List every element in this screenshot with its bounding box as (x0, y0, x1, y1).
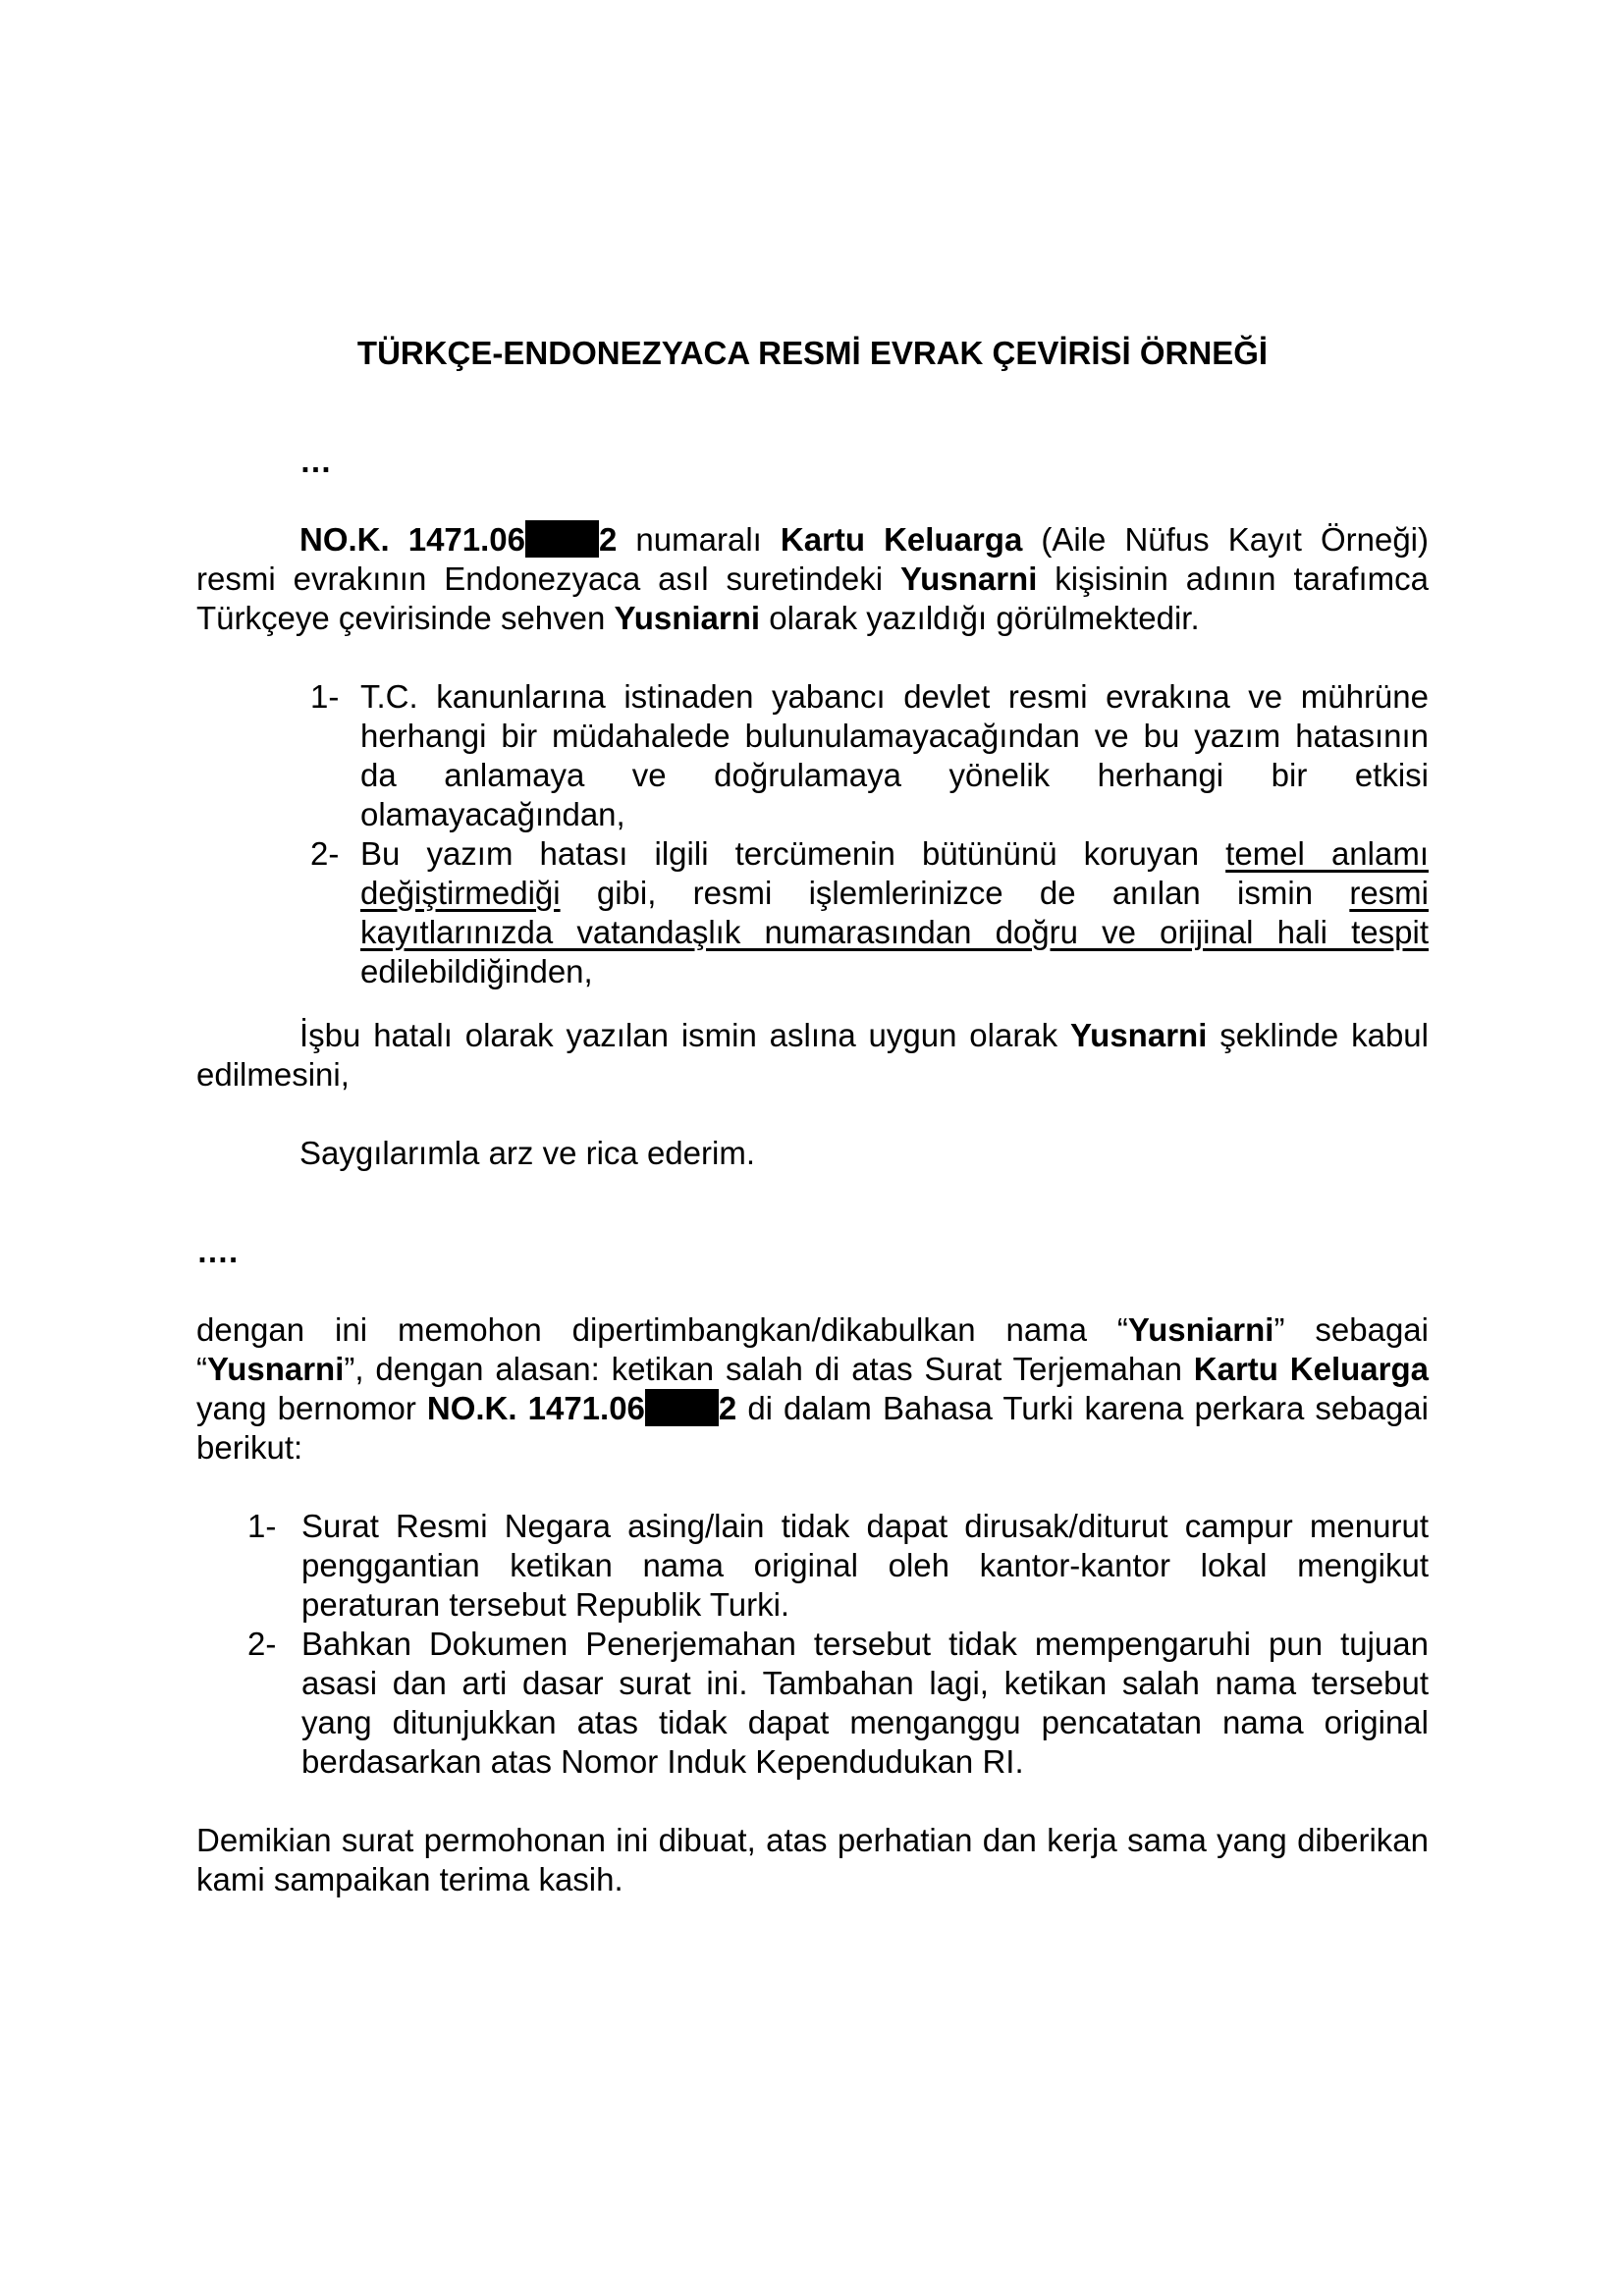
document-number-tail: 2 (599, 521, 618, 558)
text-run: (Aile Nüfus Kayıt Örneği) resmi evrakının Endonezyaca asıl suretindeki (196, 521, 1430, 597)
list-item-text: Surat Resmi Negara asing/lain tidak dapat dirusak/diturut campur menurut penggantian ketikan nama original oleh kantor-kantor lokal mengikut peraturan tersebut Republik Turki. (301, 1508, 1429, 1623)
redaction-box (525, 520, 599, 558)
list-item-text (360, 835, 1429, 989)
paragraph-regards: Saygılarımla arz ve rica ederim. (299, 1135, 755, 1171)
text-run: ” sebagai “ (196, 1311, 1429, 1387)
text-run: İşbu hatalı olarak yazılan ismin aslına uygun olarak (299, 1017, 1070, 1053)
redaction-box (645, 1389, 719, 1426)
ellipsis-top: … (299, 443, 332, 479)
list-item-text: Bahkan Dokumen Penerjemahan tersebut tidak mempengaruhi pun tujuan asasi dan arti dasar surat ini. Tambahan lagi, ketikan salah nama tersebut yang ditunjukkan atas tidak dapat menganggu pencatatan nama original berdasarkan atas Nomor Induk Kependudukan RI. (301, 1626, 1429, 1780)
text-run: olarak yazıldığı görülmektedir. (760, 600, 1200, 636)
document-title: TÜRKÇE-ENDONEZYACA RESMİ EVRAK ÇEVİRİSİ ÖRNEĞİ (356, 335, 1269, 371)
text-run: şeklinde kabul edilmesini, (196, 1017, 1429, 1093)
indonesian-list-item-1 (196, 1507, 1429, 1625)
underlined-phrase: temel anlamı değiştirmediği (360, 835, 1429, 911)
text-run: ”, dengan alasan: ketikan salah di atas Surat Terjemahan (344, 1351, 1194, 1387)
text-run: Bu yazım hatası ilgili tercümenin bütününü koruyan (360, 835, 1226, 872)
name-wrong: Yusniarni (614, 600, 761, 636)
indonesian-list-item-2 (196, 1625, 1429, 1782)
paragraph-indonesian-intro (196, 1310, 1429, 1468)
ellipsis-middle: …. (196, 1233, 239, 1269)
document-number-tail: 2 (718, 1390, 737, 1426)
turkish-list-item-2 (196, 834, 1429, 991)
name-correct: Yusnarni (207, 1351, 345, 1387)
list-item-text: T.C. kanunlarına istinaden yabancı devlet resmi evrakına ve mührüne herhangi bir müdahalede bulunulamayacağından ve bu yazım hatasının da anlamaya ve doğrulamaya yönelik herhangi bir etkisi olamayacağından, (360, 678, 1429, 832)
document-number: NO.K. 1471.06 (426, 1390, 645, 1426)
name-correct: Yusnarni (1069, 1017, 1208, 1053)
text-run: dengan ini memohon dipertimbangkan/dikabulkan nama “ (196, 1311, 1128, 1348)
list-item-number: 1- (247, 1508, 277, 1544)
name-wrong: Yusniarni (1127, 1311, 1274, 1348)
turkish-list-item-1 (196, 677, 1429, 834)
text-run: kişisinin adının tarafımca Türkçeye çevirisinde sehven (196, 561, 1429, 636)
text-run: di dalam Bahasa Turki karena perkara sebagai berikut: (196, 1390, 1429, 1466)
kartu-keluarga-label: Kartu Keluarga (1193, 1351, 1430, 1387)
text-run: yang bernomor (196, 1390, 427, 1426)
text-run: edilebildiğinden, (360, 953, 593, 989)
turkish-reasons-list (196, 677, 1429, 991)
kartu-keluarga-label: Kartu Keluarga (780, 521, 1023, 558)
paragraph-closing: Demikian surat permohonan ini dibuat, atas perhatian dan kerja sama yang diberikan kami sampaikan terima kasih. (196, 1822, 1429, 1897)
document-number: NO.K. 1471.06 (299, 521, 526, 558)
list-item-number: 1- (310, 678, 340, 715)
text-run: numaralı (617, 521, 781, 558)
list-item-number: 2- (310, 835, 340, 872)
underlined-phrase: resmi kayıtlarınızda vatandaşlık numarasından doğru ve orijinal hali tespit (360, 875, 1429, 950)
name-correct: Yusnarni (899, 561, 1038, 597)
text-run: gibi, resmi işlemlerinizce de anılan ismin (560, 875, 1350, 911)
paragraph-request (196, 1016, 1429, 1095)
indonesian-reasons-list (196, 1507, 1429, 1782)
paragraph-turkish-intro (196, 520, 1429, 638)
list-item-number: 2- (247, 1626, 277, 1662)
